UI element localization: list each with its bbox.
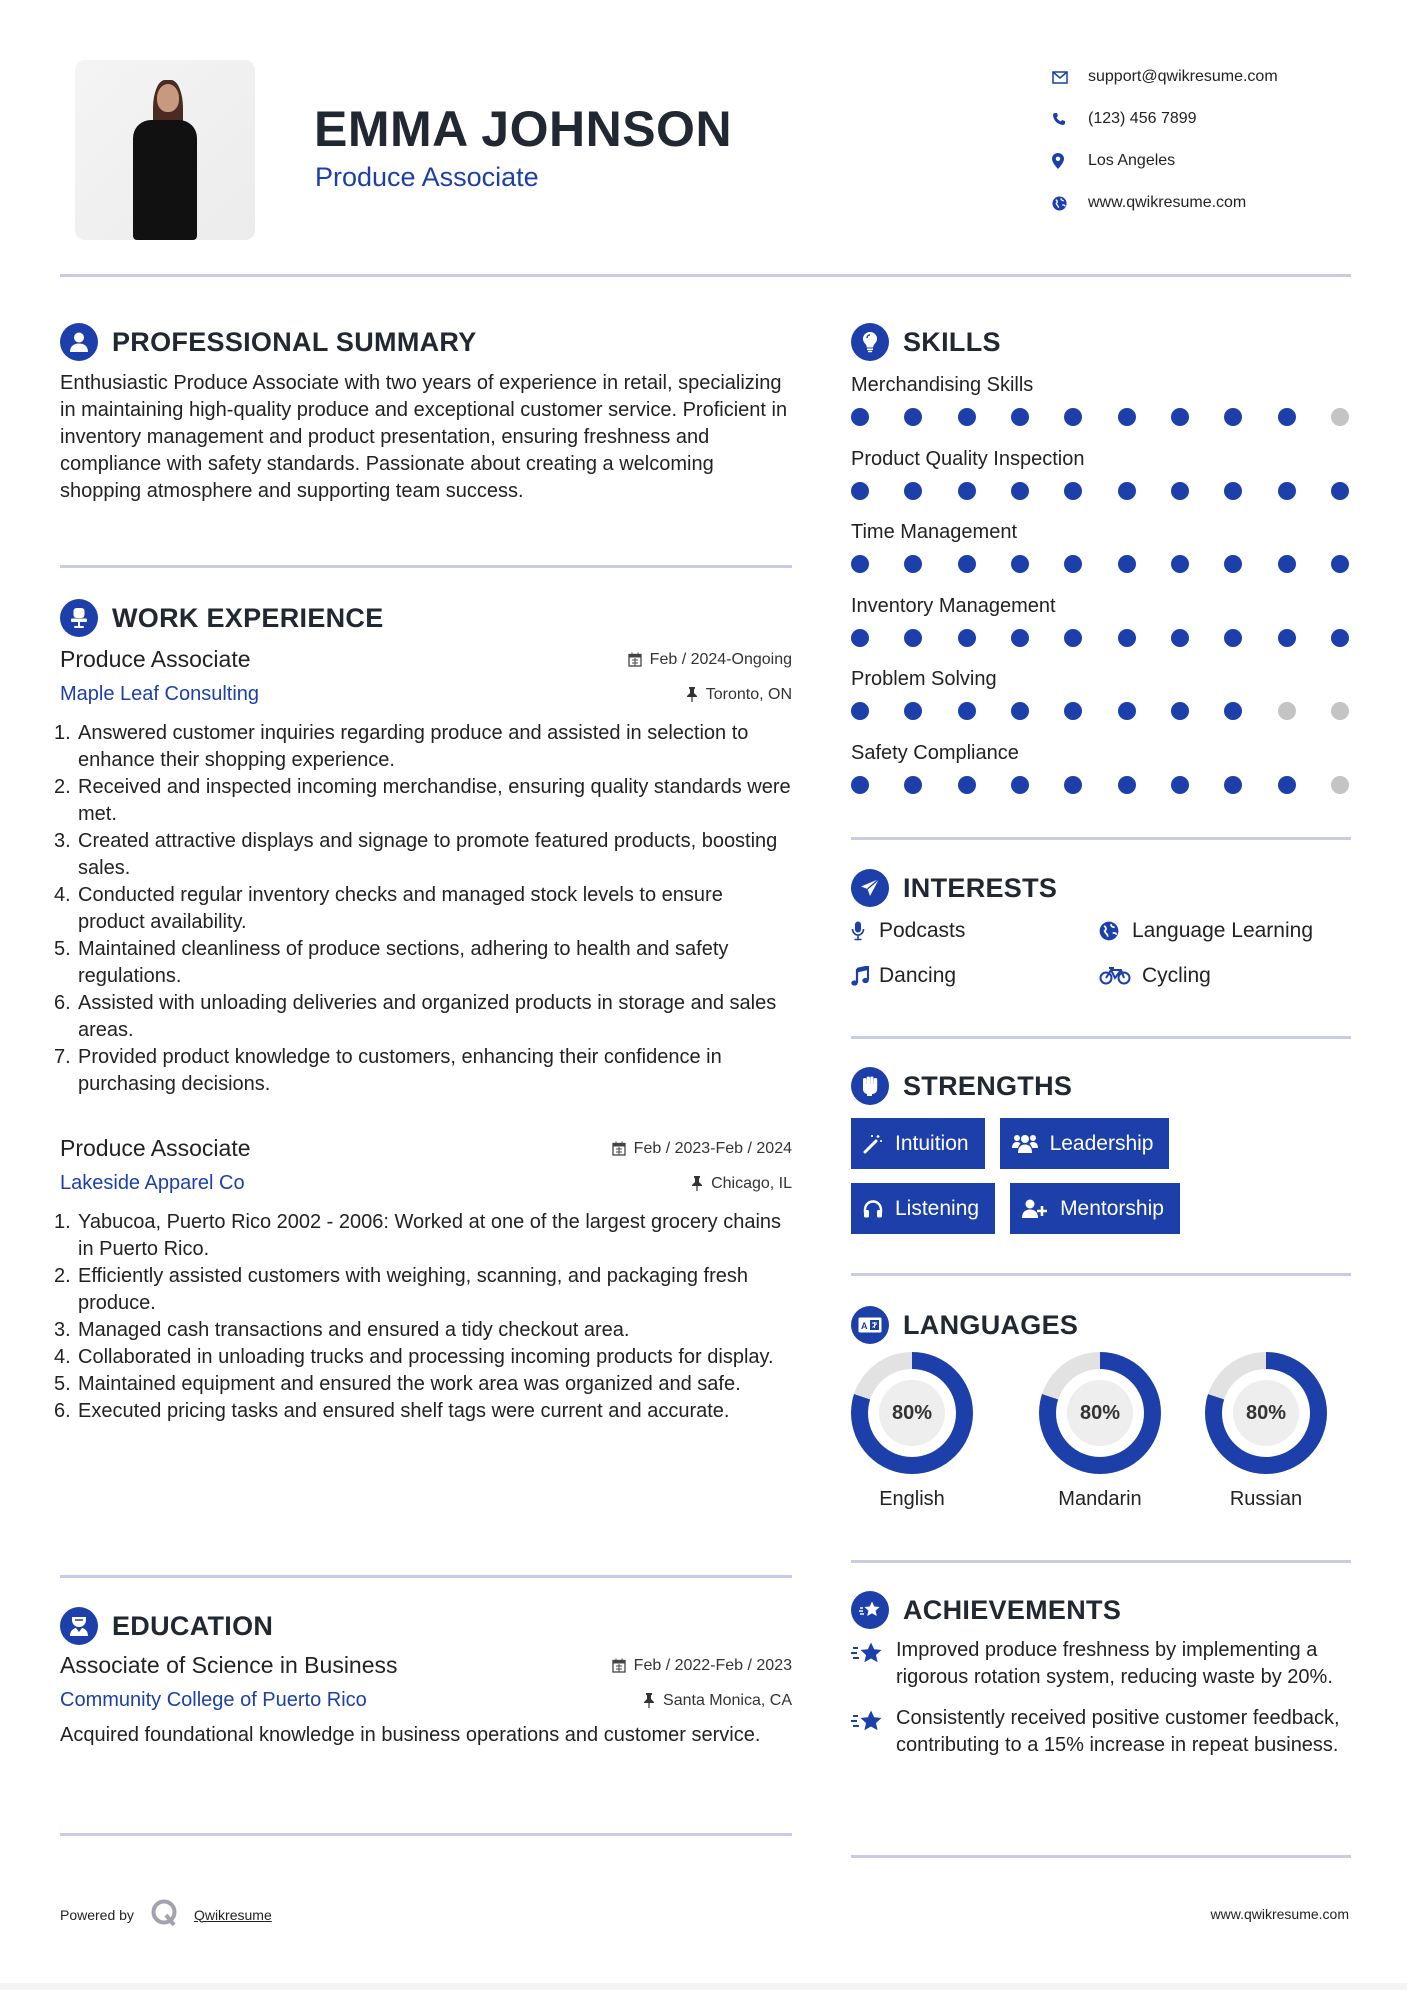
skill-dot-filled [1118,555,1136,573]
language-name: English [879,1488,945,1510]
skill-dot-filled [1118,482,1136,500]
user-plus-icon [1022,1199,1048,1219]
star-icon [851,1705,896,1759]
skill-dot-filled [1224,408,1242,426]
skill-dot-filled [1278,629,1296,647]
summary-heading [60,323,477,361]
interest-item [1099,961,1361,990]
skill-item [851,370,1351,444]
footer-website[interactable]: www.qwikresume.com [1210,1906,1349,1922]
skill-dot-empty [1331,776,1349,794]
skill-dot-filled [904,555,922,573]
profile-photo [75,60,255,240]
skill-dot-filled [958,702,976,720]
job-company-row [60,683,792,706]
skill-dot-filled [1011,629,1029,647]
contact-website-text: www.qwikresume.com [1088,194,1247,211]
job-duties [54,720,792,1098]
duty-item: 3. Managed cash transactions and ensured a tidy checkout area. [54,1319,630,1341]
skill-dot-filled [904,702,922,720]
job-entry [54,646,792,1098]
skill-rating [851,702,1349,720]
photo-face [157,84,179,112]
skill-item [851,664,1351,738]
skills-title: SKILLS [903,326,1001,357]
strength-chip [1000,1118,1170,1169]
user-circle-icon [60,323,98,361]
fist-icon [851,1067,889,1105]
skill-dot-filled [1011,555,1029,573]
achievement-item [851,1637,1361,1691]
experience-title: WORK EXPERIENCE [112,602,384,633]
duty-item: 3. Created attractive displays and signage to promote featured products, boosting sales. [54,830,778,879]
page-bottom-edge [0,1983,1407,1990]
language-percent: 80% [1067,1380,1133,1446]
job-location [691,1175,792,1193]
svg-text:A: A [861,1321,868,1331]
translate-icon [851,1306,889,1344]
skill-dot-filled [1171,555,1189,573]
contact-email[interactable] [1050,56,1278,98]
envelope-icon [1050,71,1088,84]
skill-dot-filled [958,408,976,426]
interest-item [1099,916,1361,945]
skill-dot-filled [1118,408,1136,426]
skill-dot-filled [1011,776,1029,794]
duty-item: 4. Conducted regular inventory checks and managed stock levels to ensure product availability. [54,884,723,933]
interest-label: Language Learning [1132,918,1314,942]
job-entry [54,1135,792,1425]
skill-dot-filled [851,408,869,426]
duty-item: 5. Maintained cleanliness of produce sections, adhering to health and safety regulations. [54,938,729,987]
skill-dot-filled [1278,482,1296,500]
skill-dot-filled [1224,555,1242,573]
summary-divider [60,565,792,568]
pushpin-icon [686,687,698,702]
education-description: Acquired foundational knowledge in business operations and customer service. [60,1724,761,1746]
magic-wand-icon [863,1134,883,1154]
skill-dot-filled [1064,555,1082,573]
qwikresume-logo-icon [150,1898,180,1931]
skill-dot-filled [1011,702,1029,720]
interest-label: Dancing [879,963,957,987]
duty-item: 1. Answered customer inquiries regarding produce and assisted in selection to enhance their shopping experience. [54,722,749,771]
pushpin-icon [691,1176,703,1191]
language-item [851,1352,1017,1511]
microphone-icon [851,921,879,941]
skill-dot-filled [1118,776,1136,794]
qwikresume-link[interactable]: Qwikresume [193,1906,272,1923]
skill-dot-filled [851,555,869,573]
skill-rating [851,776,1349,794]
skill-item [851,444,1351,518]
skill-name: Problem Solving [851,668,997,690]
languages-title: LANGUAGES [903,1309,1079,1340]
skill-dot-filled [1064,776,1082,794]
job-company-row [60,1172,792,1195]
skill-dot-filled [1278,555,1296,573]
calendar-icon [612,1658,626,1673]
skill-dot-filled [1064,408,1082,426]
skill-dot-filled [1011,482,1029,500]
job-dates [612,1140,792,1158]
contact-location [1050,140,1278,182]
headphones-icon [863,1200,883,1218]
skill-dot-filled [904,776,922,794]
language-ring [1205,1352,1327,1474]
skill-dot-filled [958,629,976,647]
strengths-divider [851,1273,1351,1276]
skill-rating [851,408,1349,426]
skill-name: Product Quality Inspection [851,447,1085,470]
language-item [1017,1352,1183,1511]
contact-website[interactable] [1050,182,1278,224]
language-name: Russian [1229,1488,1303,1510]
education-header-row [60,1652,792,1679]
achievements-title: ACHIEVEMENTS [903,1594,1122,1625]
contact-phone-text: (123) 456 7899 [1088,110,1197,127]
experience-divider [60,1575,792,1578]
skill-dot-empty [1331,702,1349,720]
achievements-heading [851,1591,1121,1629]
lightbulb-icon [851,323,889,361]
skill-rating [851,555,1349,573]
education-dates [612,1657,792,1675]
education-heading [60,1607,273,1645]
skill-name: Inventory Management [851,594,1056,617]
duty-item: 4. Collaborated in unloading trucks and processing incoming products for display. [54,1346,774,1368]
strengths-row [851,1118,1371,1169]
skill-rating [851,482,1349,500]
globe-icon [1050,196,1088,211]
candidate-name: EMMA JOHNSON [314,101,733,157]
graduate-icon [60,1607,98,1645]
skill-dot-filled [904,629,922,647]
duty-item: 6. Assisted with unloading deliveries and organized products in storage and sales areas. [54,992,777,1041]
skill-dot-empty [1331,408,1349,426]
contact-list [1050,56,1278,224]
achievement-text: Improved produce freshness by implementing a rigorous rotation system, reducing waste by 20%. [896,1639,1333,1688]
skill-dot-filled [1064,702,1082,720]
job-company: Maple Leaf Consulting [60,683,260,705]
interests-list [851,916,1361,990]
language-ring [1039,1352,1161,1474]
job-dates-text: Feb / 2023-Feb / 2024 [633,1139,792,1157]
job-header-row [60,646,792,673]
interest-item [851,961,1099,990]
education-school-row [60,1689,792,1712]
interests-title: INTERESTS [903,872,1058,903]
star-icon [851,1637,896,1691]
contact-location-text: Los Angeles [1088,152,1176,169]
phone-icon [1050,112,1088,126]
skill-dot-filled [1224,629,1242,647]
skill-name: Merchandising Skills [851,374,1034,396]
education-entry [60,1652,792,1749]
skill-dot-filled [958,776,976,794]
achievements-list [851,1637,1361,1773]
skill-dot-filled [1118,629,1136,647]
skills-divider [851,837,1351,840]
job-dates [628,651,792,669]
language-ring [851,1352,973,1474]
skill-item [851,591,1351,665]
footer-powered-by [60,1898,272,1931]
bicycle-icon [1099,967,1142,985]
skill-dot-filled [1064,629,1082,647]
language-name: Mandarin [1058,1488,1142,1510]
interest-item [851,916,1099,945]
skill-dot-filled [1171,629,1189,647]
languages-divider [851,1560,1351,1563]
language-item [1183,1352,1349,1511]
skill-name: Time Management [851,521,1017,543]
header-divider [60,274,1351,277]
skill-dot-filled [1011,408,1029,426]
duty-item: 7. Provided product knowledge to customers, enhancing their confidence in purchasing decisions. [54,1046,722,1095]
school-name: Community College of Puerto Rico [60,1689,367,1711]
duty-item: 5. Maintained equipment and ensured the work area was organized and safe. [54,1373,741,1395]
skills-heading [851,323,1001,361]
globe-icon [1099,921,1132,941]
music-note-icon [851,966,879,986]
strength-label: Mentorship [1060,1196,1164,1220]
languages-heading [851,1306,1078,1344]
skill-dot-filled [1331,482,1349,500]
strength-chip [1010,1183,1180,1234]
map-marker-icon [1050,153,1088,169]
skill-dot-filled [1171,702,1189,720]
skill-dot-empty [1278,702,1296,720]
interest-label: Podcasts [879,918,966,942]
skill-dot-filled [851,629,869,647]
education-dates-text: Feb / 2022-Feb / 2023 [633,1656,792,1674]
job-location-text: Toronto, ON [705,685,792,703]
users-icon [1012,1134,1038,1154]
job-title: Produce Associate [60,1135,251,1161]
duty-item: 6. Executed pricing tasks and ensured shelf tags were current and accurate. [54,1400,730,1422]
skill-dot-filled [1171,776,1189,794]
duty-item: 2. Received and inspected incoming merchandise, ensuring quality standards were met. [54,776,791,825]
job-location-text: Chicago, IL [711,1174,792,1192]
job-title: Produce Associate [60,646,251,672]
skill-dot-filled [1224,702,1242,720]
degree-title: Associate of Science in Business [60,1652,398,1678]
strength-label: Listening [895,1196,980,1220]
languages-list [851,1352,1349,1511]
calendar-icon [612,1141,626,1156]
skill-dot-filled [958,555,976,573]
skill-dot-filled [1064,482,1082,500]
calendar-icon [628,652,642,667]
skill-dot-filled [1278,776,1296,794]
education-title: EDUCATION [112,1610,274,1641]
education-location-text: Santa Monica, CA [663,1691,792,1709]
duty-item: 2. Efficiently assisted customers with weighing, scanning, and packaging fresh produce. [54,1265,748,1314]
star-badge-icon [851,1591,889,1629]
education-location [643,1692,792,1710]
strengths-list [851,1118,1371,1248]
skills-list [851,370,1351,811]
candidate-title: Produce Associate [315,162,539,192]
job-header-row [60,1135,792,1162]
skill-dot-filled [851,776,869,794]
chair-icon [60,599,98,637]
skill-dot-filled [1171,482,1189,500]
paper-plane-icon [851,869,889,907]
skill-dot-filled [851,482,869,500]
job-location [686,686,792,704]
strength-chip [851,1118,985,1169]
skill-dot-filled [1331,629,1349,647]
strength-label: Leadership [1049,1131,1154,1155]
strength-chip [851,1183,995,1234]
interests-divider [851,1036,1351,1039]
experience-heading [60,599,384,637]
achievements-divider [851,1855,1351,1858]
summary-text: Enthusiastic Produce Associate with two years of experience in retail, specializing in maintaining high-quality produce and exceptional customer service. Proficient in inventory management and product presentation, ensuring freshness and compliance with safety standards. Passionate about creating a welcoming shopping atmosphere and supporting team success. [60,372,788,502]
achievement-item [851,1705,1361,1759]
contact-phone[interactable] [1050,98,1278,140]
photo-body [133,120,197,240]
skill-dot-filled [1224,776,1242,794]
strengths-row [851,1183,1371,1234]
achievement-text: Consistently received positive customer feedback, contributing to a 15% increase in repeat business. [896,1707,1340,1756]
skill-dot-filled [1331,555,1349,573]
strengths-title: STRENGTHS [903,1070,1073,1101]
skill-dot-filled [1171,408,1189,426]
education-divider [60,1833,792,1836]
job-company: Lakeside Apparel Co [60,1172,245,1194]
language-percent: 80% [879,1380,945,1446]
skill-item [851,517,1351,591]
skill-dot-filled [904,482,922,500]
job-dates-text: Feb / 2024-Ongoing [649,650,792,668]
skill-item [851,738,1351,812]
strengths-heading [851,1067,1072,1105]
skill-dot-filled [1278,408,1296,426]
skill-dot-filled [851,702,869,720]
language-percent: 80% [1233,1380,1299,1446]
powered-by-text: Powered by [60,1906,134,1923]
skill-dot-filled [1224,482,1242,500]
skill-dot-filled [904,408,922,426]
interest-label: Cycling [1142,963,1211,987]
duty-item: 1. Yabucoa, Puerto Rico 2002 - 2006: Worked at one of the largest grocery chains in Puerto Rico. [54,1211,782,1260]
job-duties [54,1209,792,1425]
skill-dot-filled [1118,702,1136,720]
pushpin-icon [643,1693,655,1708]
strength-label: Intuition [895,1131,969,1155]
skill-dot-filled [958,482,976,500]
summary-title: PROFESSIONAL SUMMARY [112,326,477,357]
skill-rating [851,629,1349,647]
skill-name: Safety Compliance [851,741,1019,764]
contact-email-text: support@qwikresume.com [1088,68,1278,85]
interests-heading [851,869,1057,907]
